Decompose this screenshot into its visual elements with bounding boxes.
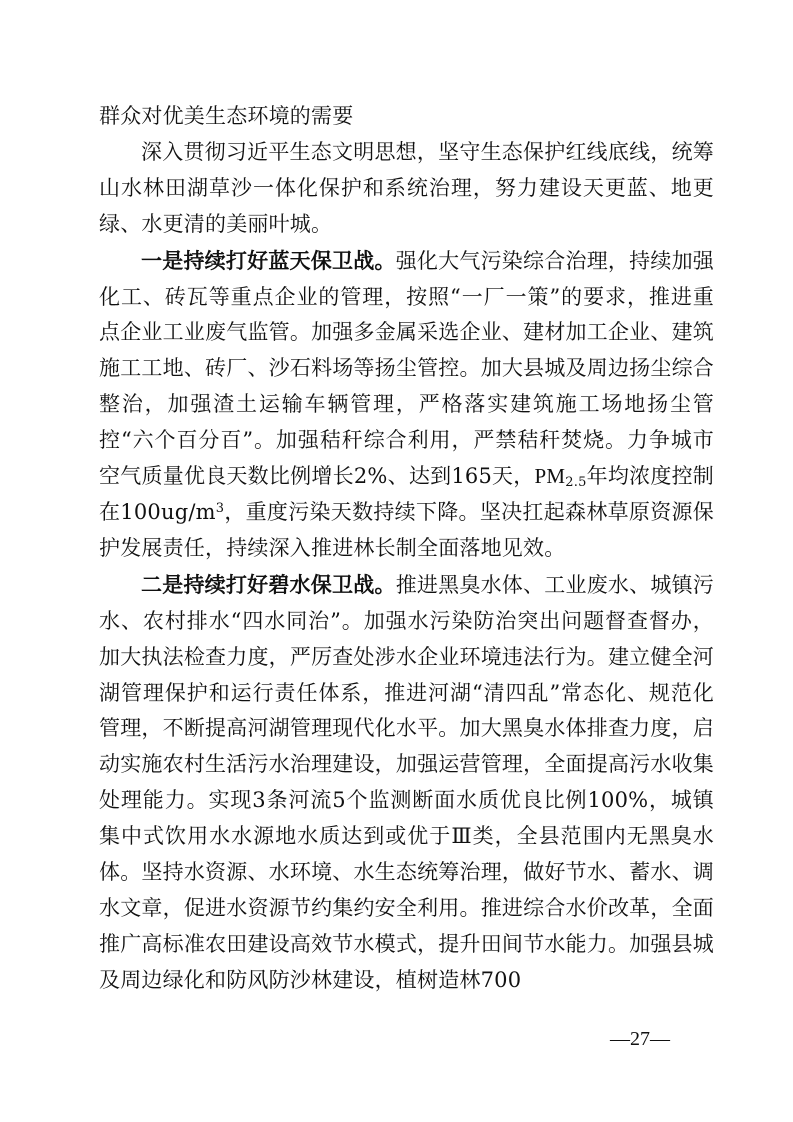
body-text xyxy=(99,99,714,999)
paragraph-text: ，重度污染天数持续下降。坚决扛起森林草原资源保护发展责任，持续深入推进林长制全面落地见效。 xyxy=(99,499,714,560)
page-number: —27— xyxy=(610,1028,670,1050)
unit-superscript: 3 xyxy=(215,500,225,516)
paragraph-text: 强化大气污染综合治理，持续加强化工、砖瓦等重点企业的管理，按照“一厂一策”的要求，推进重点企业工业废气监管。加强多金属采选企业、建材加工企业、建筑施工工地、砖厂、沙石料场等扬尘管控。加大县城及周边扬尘综合整治，加强渣土运输车辆管理，严格落实建筑施工场地扬尘管控“六个百分百”。加强秸秆综合利用，严禁秸秆焚烧。力争城市空气质量优良天数比例增长2%、达到165天， xyxy=(99,248,715,489)
pm-subscript: 2.5 xyxy=(565,475,587,491)
paragraph-text: 推进黑臭水体、工业废水、城镇污水、农村排水“四水同治”。加强水污染防治突出问题督查督办，加大执法检查力度，严厉查处涉水企业环境违法行为。建立健全河湖管理保护和运行责任体系，推进河湖“清四乱”常态化、规范化管理，不断提高河湖管理现代化水平。加大黑臭水体排查力度，启动实施农村生活污水治理建设，加强运营管理，全面提高污水收集处理能力。实现3条河流5个监测断面水质优良比例100%，城镇集中式饮用水水源地水质达到或优于Ⅲ类，全县范围内无黑臭水体。坚持水资源、水环境、水生态统筹治理，做好节水、蓄水、调水文章，促进水资源节约集约安全利用。推进综合水价改革，全面推广高标准农田建设高效节水模式，提升田间节水能力。加强县城及周边绿化和防风防沙林建设，植树造林700 xyxy=(99,572,715,992)
paragraph-clear-water xyxy=(99,567,714,999)
paragraph-lead-clear-water: 二是持续打好碧水保卫战。 xyxy=(141,571,396,597)
pm-label: PM xyxy=(534,464,566,489)
paragraph-heading-continuation: 群众对优美生态环境的需要 xyxy=(99,104,354,128)
paragraph-intro: 深入贯彻习近平生态文明思想，坚守生态保护红线底线，统筹山水林田湖草沙一体化保护和系统治理，努力建设天更蓝、地更绿、水更清的美丽叶城。 xyxy=(99,139,714,236)
paragraph-text: 年均浓度控制在100ug/m xyxy=(99,464,715,524)
paragraph-lead-blue-sky: 一是持续打好蓝天保卫战。 xyxy=(141,247,396,273)
paragraph-blue-sky xyxy=(99,243,714,567)
